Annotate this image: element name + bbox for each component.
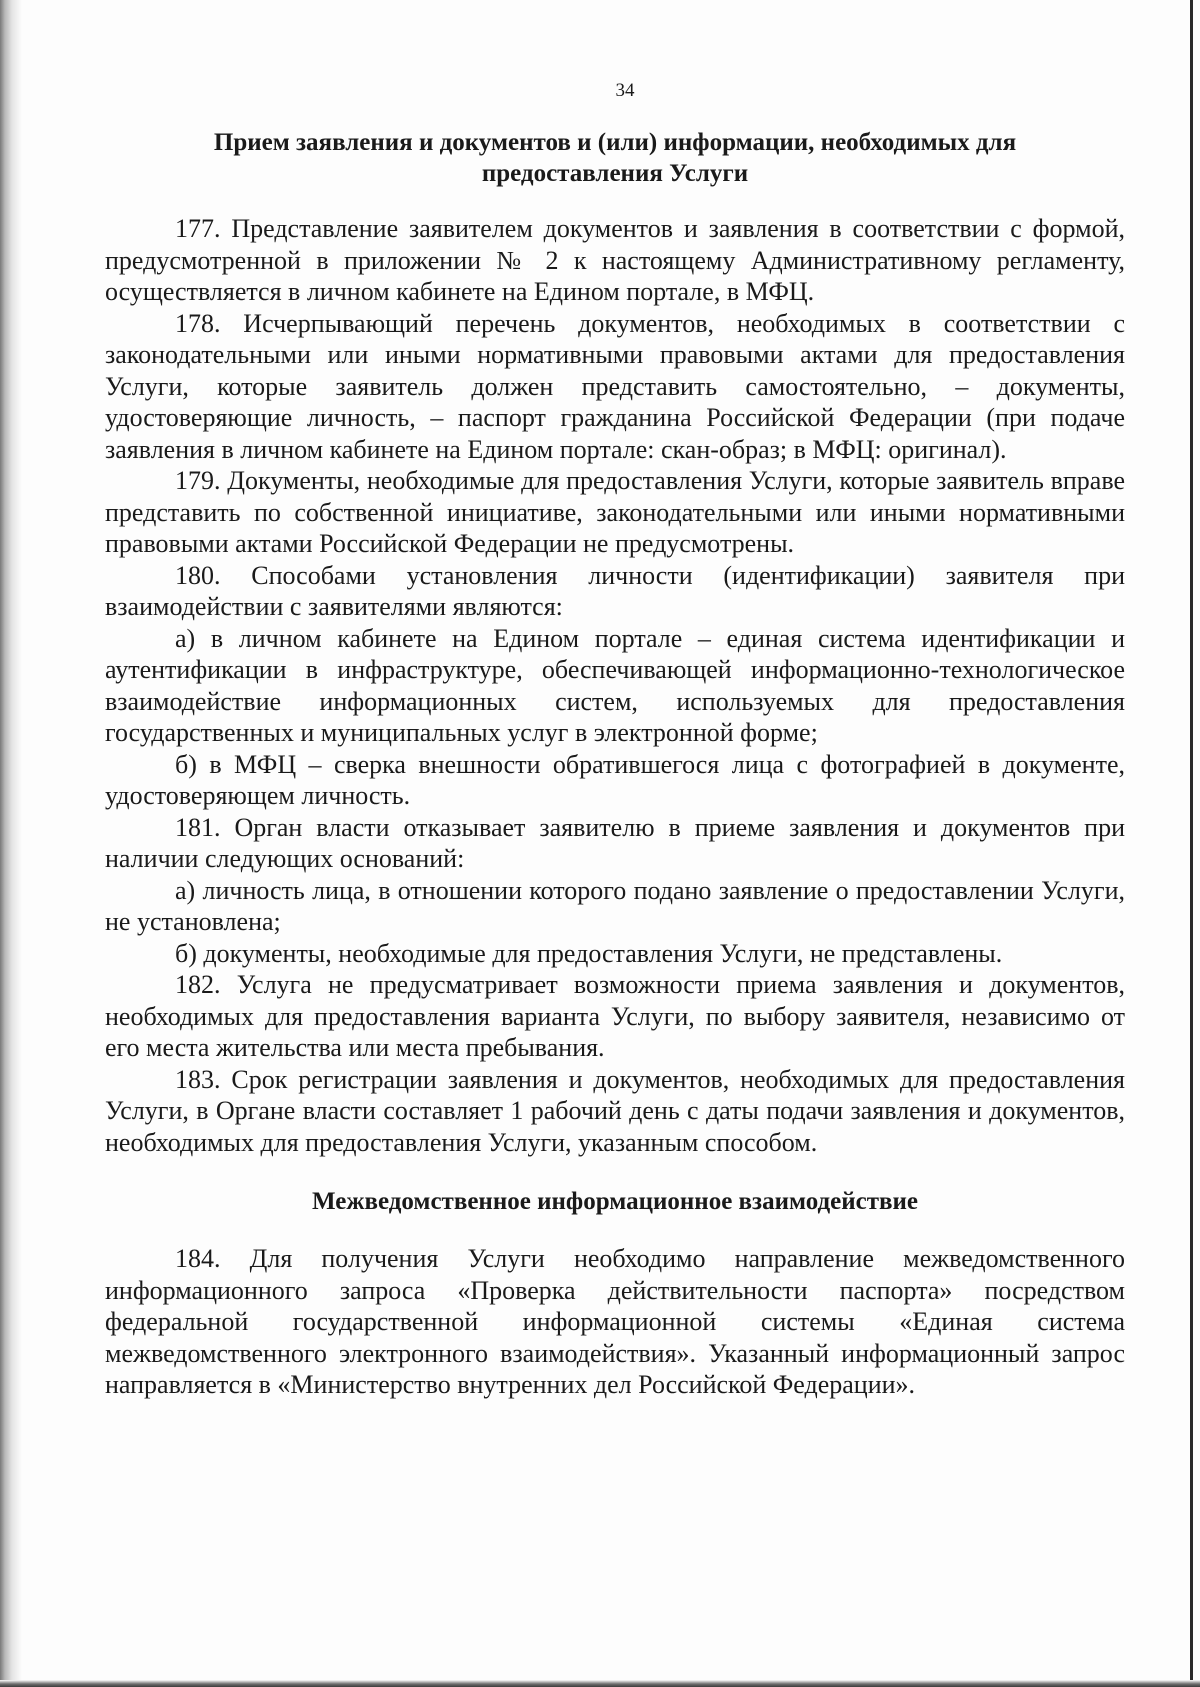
paragraph-182: 182. Услуга не предусматривает возможности приема заявления и документов, необходимых для предоставления варианта Услуги, по выбору заявителя, независимо от его места жительства или места пребывания. — [105, 970, 1125, 1062]
paragraph-177: 177. Представление заявителем документов и заявления в соответствии с формой, предусмотренной в приложении № 2 к настоящему Административному регламенту, осуществляется в личном кабинете на Едином портале, в МФЦ. — [105, 214, 1125, 306]
page-number: 34 — [615, 80, 635, 101]
paragraph-179: 179. Документы, необходимые для предоставления Услуги, которые заявитель вправе представить по собственной инициативе, законодательными или иными нормативными правовыми актами Российской Федерации не предусмотрены. — [105, 466, 1125, 558]
paragraph-180-a: а) в личном кабинете на Едином портале – единая система идентификации и аутентификации в инфраструктуре, обеспечивающей информационно-технологическое взаимодействие информационных систем, используемых для предоставления государственных и муниципальных услуг в электронной форме; — [105, 623, 1125, 747]
scan-edge-left — [0, 0, 22, 1687]
paragraph-184: 184. Для получения Услуги необходимо направление межведомственного информационного запроса «Проверка действительности паспорта» посредством федеральной государственной информационной системы «Единая система межведомственного электронного взаимодействия». Указанный информационный запрос направляется в «Министерство внутренних дел Российской Федерации». — [105, 1244, 1125, 1399]
scan-edge-bottom — [0, 1680, 1200, 1687]
paragraph-183: 183. Срок регистрации заявления и документов, необходимых для предоставления Услуги, в Органе власти составляет 1 рабочий день с даты подачи заявления и документов, необходимых для предоставления Услуги, указанным способом. — [105, 1064, 1125, 1157]
scan-edge-right — [1190, 0, 1193, 1687]
paragraph-178: 178. Исчерпывающий перечень документов, необходимых в соответствии с законодательными или иными нормативными правовыми актами для предоставления Услуги, которые заявитель должен представить самостоятельно, – документы, удостоверяющие личность, – паспорт гражданина Российской Федерации (при подаче заявления в личном кабинете на Едином портале: скан-образ; в МФЦ: оригинал). — [105, 308, 1125, 464]
document-body — [105, 80, 1125, 1401]
paragraph-180: 180. Способами установления личности (идентификации) заявителя при взаимодействии с заявителями являются: — [105, 560, 1125, 621]
paragraph-181: 181. Орган власти отказывает заявителю в приеме заявления и документов при наличии следующих оснований: — [105, 812, 1125, 873]
paragraph-181-a: а) личность лица, в отношении которого подано заявление о предоставлении Услуги, не установлена; — [105, 875, 1125, 936]
paragraph-181-b: б) документы, необходимые для предоставления Услуги, не представлены. — [175, 938, 1003, 968]
section-heading-interagency: Межведомственное информационное взаимодействие — [312, 1188, 918, 1215]
section-heading-reception: Прием заявления и документов и (или) информации, необходимых для предоставления Услуги — [213, 129, 1017, 187]
paragraph-180-b: б) в МФЦ – сверка внешности обратившегося лица с фотографией в документе, удостоверяющем личность. — [105, 749, 1125, 810]
